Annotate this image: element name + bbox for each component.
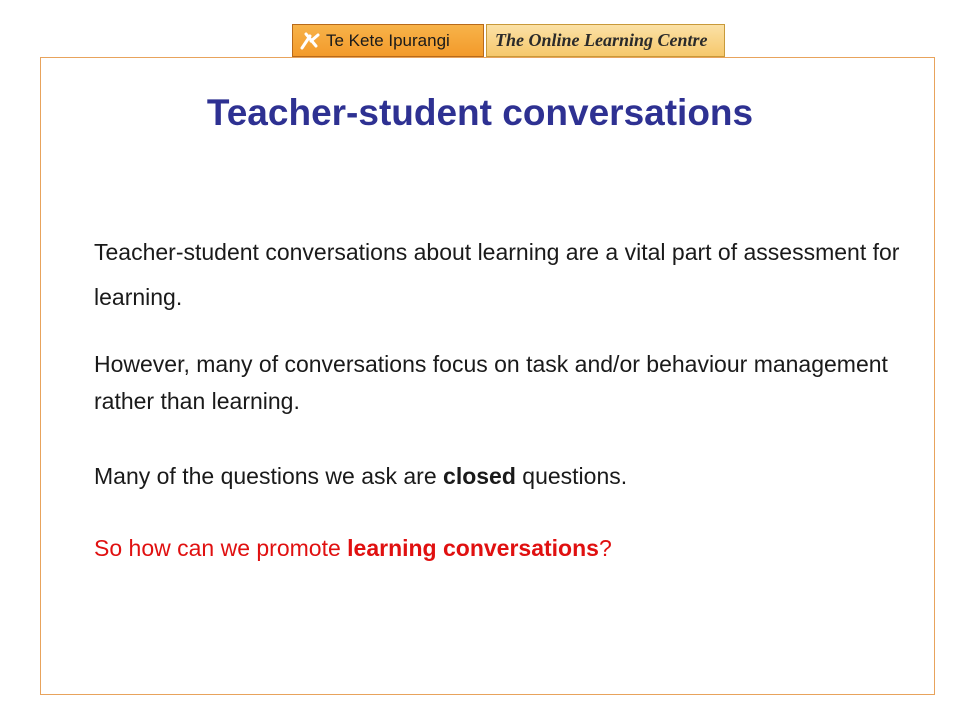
banner-left (292, 24, 484, 57)
learning-conversations-emphasis: learning conversations (347, 535, 599, 561)
banner-right-label: The Online Learning Centre (495, 30, 708, 50)
paragraph-vital-part: Teacher-student conversations about learning are a vital part of assessment for learning. (94, 239, 900, 310)
closed-emphasis: closed (443, 463, 516, 489)
promote-before: So how can we promote (94, 535, 348, 561)
promote-after: ? (598, 535, 612, 561)
paragraph-closed-questions (94, 458, 904, 495)
paragraph-however: However, many of conversations focus on task and/or behaviour management rather than learning. (94, 351, 888, 414)
slide-title: Teacher-student conversations (206, 92, 754, 133)
paragraph-learning-conversations (94, 530, 904, 567)
koru-logo-icon (299, 30, 321, 52)
banner-right (486, 24, 725, 57)
banner-left-label: Te Kete Ipurangi (326, 30, 450, 50)
closed-questions-before: Many of the questions we ask are (94, 463, 444, 489)
tki-banner (292, 24, 725, 57)
closed-questions-after: questions. (515, 463, 628, 489)
